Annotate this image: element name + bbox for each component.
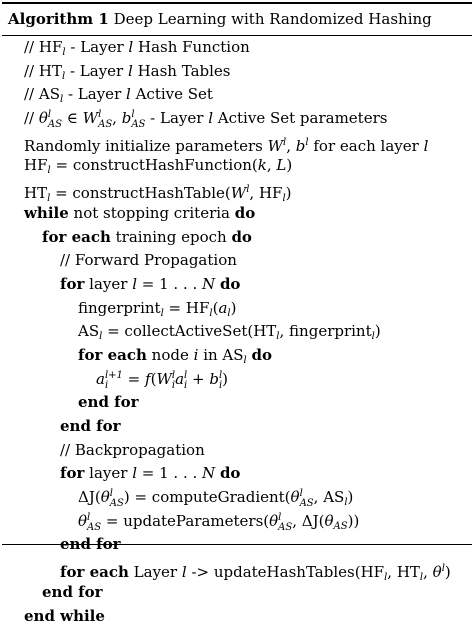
algo-line-23: for each Layer $l -> updateHashTables(HF_l$, $HT_l$, $\theta^l$) [2,557,472,581]
algo-line-11: for layer l = 1 . . . N do [2,273,472,297]
algorithm-label: Algorithm 1 [8,10,109,28]
algo-line-13: $AS_l$ = $collectActiveSet(HT_l$, fingerprint$_l$) [2,320,472,344]
algo-line-7: $HT_l$ = $constructHashTable(W^l$, $HF_l$) [2,178,472,202]
algo-line-12: fingerprint$_l$ = $HF_l(a_l)$ [2,297,472,321]
algo-line-2: // $HT_l$ - Layer l Hash Tables [2,60,472,84]
algo-line-4: // θ l AS ∈ W l AS , b l AS - Layer l Active Set parameters [2,107,472,131]
algorithm-title: Deep Learning with Randomized Hashing [114,10,432,28]
algo-line-18: // Backpropagation [2,439,472,463]
algo-line-14: for each node i in $AS_l$ do [2,344,472,368]
algorithm-caption [8,10,432,29]
top-rule [2,2,472,4]
algo-line-17: end for [2,415,472,439]
algorithm-body [2,36,472,628]
algo-line-25: end while [2,605,472,628]
algo-line-21: θ l AS = updateParameters(θ l AS , $\Delta J(\theta_{AS})$) [2,510,472,534]
algo-line-16: end for [2,391,472,415]
bottom-rule [2,544,472,545]
algo-line-3: // $AS_l$ - Layer l Active Set [2,83,472,107]
algo-line-19: for layer l = 1 . . . N do [2,462,472,486]
algo-line-15: a l+1 i = f(W l i a l i + b l i ) [2,368,472,392]
algo-line-22: end for [2,533,472,557]
algo-line-1: // $HF_l$ - Layer l Hash Function [2,36,472,60]
algo-line-6: $HF_l$ = constructHashFunction(k, L) [2,154,472,178]
algo-line-9: for each training epoch do [2,226,472,250]
algo-line-10: // Forward Propagation [2,249,472,273]
algo-line-24: end for [2,581,472,605]
algo-line-8: while not stopping criteria do [2,202,472,226]
algo-line-5: Randomly initialize parameters $W^l$, $b^l$ for each layer l [2,131,472,155]
algo-line-20: ΔJ(θ l AS ) = computeGradient(θ l AS , $AS_l$) [2,486,472,510]
